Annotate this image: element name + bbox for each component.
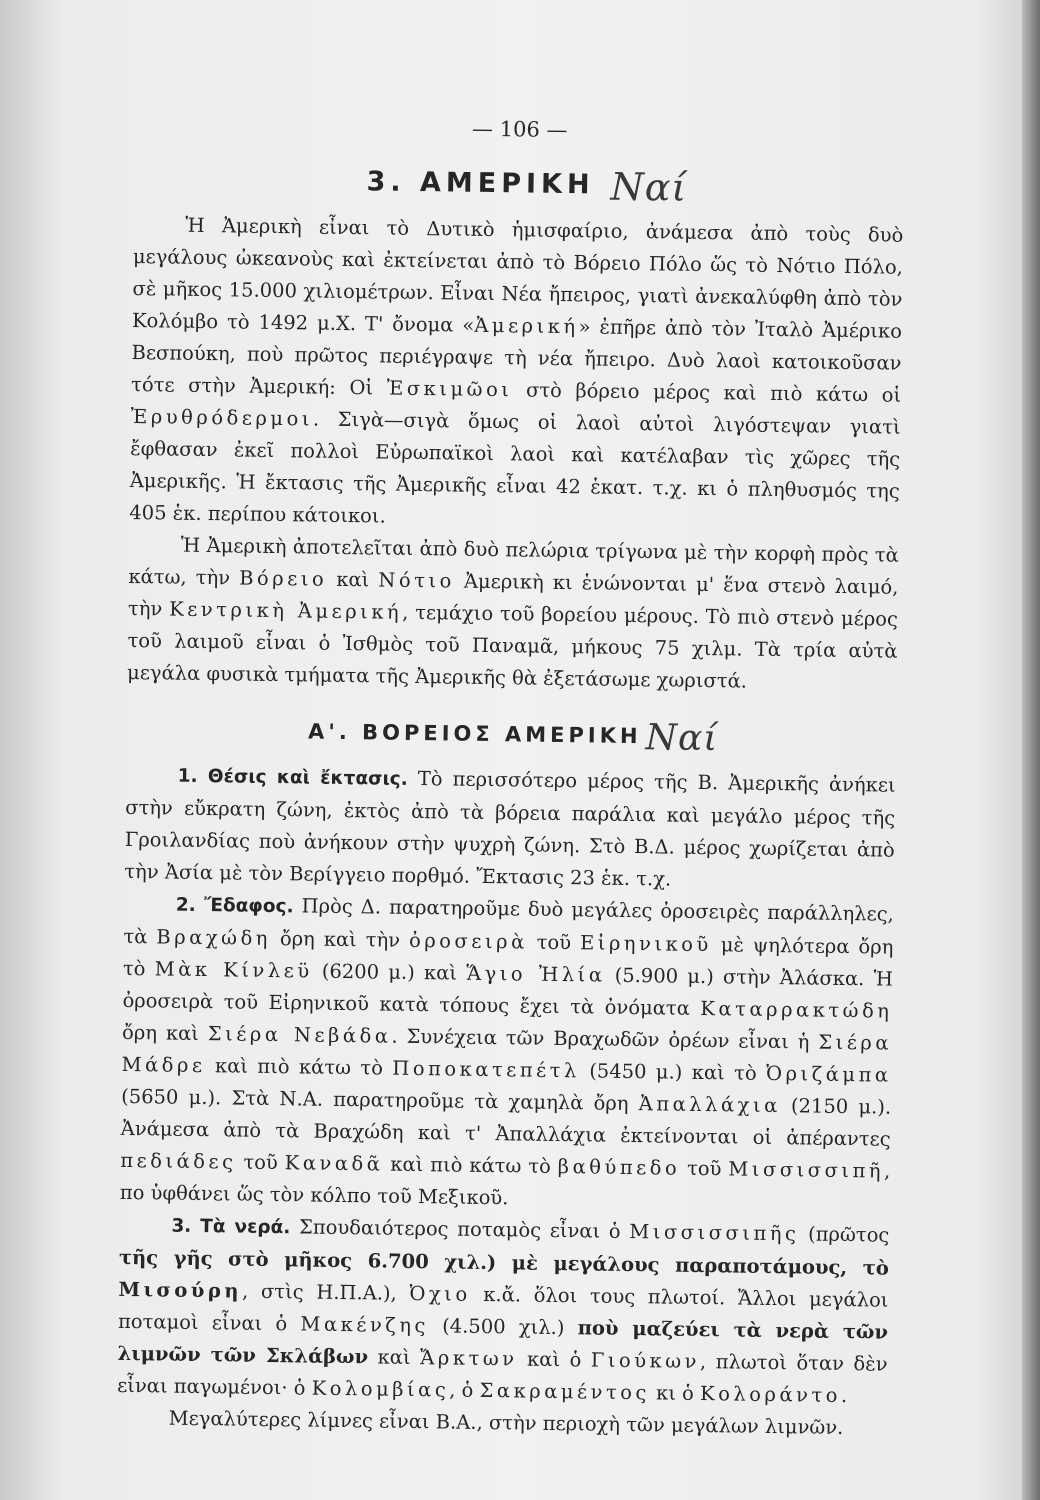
spaced-term: Εἰρηνικοῦ [579, 931, 713, 957]
text-run: (5650 μ.). Στὰ Ν.Α. παρατηροῦμε τὰ χαμηλὰ ὄρη [121, 1084, 639, 1116]
text-run: Ἀμερικὴ κι ἑνώνονται μ' ἕνα στενὸ λαιμό, τὴν [127, 569, 899, 621]
spaced-term: Βραχώδη [156, 925, 272, 950]
spaced-term: Ἐσκιμῶοι [386, 376, 513, 402]
bold-text-run: ποὺ μαζεύει τὰ νερὰ τῶν λιμνῶν τῶν Σκλάβων [117, 1316, 889, 1369]
paragraph-division [127, 529, 899, 700]
text-run: » ἐπῆρε ἀπὸ τὸν Ἰταλὸ Ἀμέρικο Βεσπούκη, ποὺ πρῶτος περιέγραψε τὴ νέα ἤπειρο. Δυὸ λαοὶ κατοικοῦσαν τότε στὴν Ἀμερική: Οἱ [130, 315, 903, 400]
subsection-heading: 2. Ἔδαφος. [175, 894, 294, 918]
spaced-term: Σιέρα Νεβάδα [207, 1022, 392, 1048]
spaced-term: Ἐρυθρόδερμοι [130, 404, 314, 431]
text-run: κι ὁ [649, 1381, 701, 1406]
paragraph-intro [129, 209, 903, 540]
spaced-term: Ἅγιο Ἠλία [466, 961, 606, 987]
text-run: Τὸ περισσότερο μέρος τῆς Β. Ἀμερικῆς ἀνήκει στὴν εὔκρατη ζώνη, ἐκτὸς ἀπὸ τὰ βόρεια παράλια καὶ μεγάλο μέρος τῆς Γροιλανδίας ποὺ ἀνήκουν στὴν ψυχρὴ ζώνη. Στὸ Β.Δ. μέρος χωρίζεται ἀπὸ τὴν Ἀσία μὲ τὸν Βερίγγειο πορθμό. Ἔκτασις 23 ἑκ. τ.χ. [124, 766, 896, 891]
page-spine-shadow [1022, 0, 1040, 1500]
spaced-term: Γιούκων [590, 1348, 701, 1374]
text-run: (5.900 μ.) στὴν Ἀλάσκα. Ἡ ὀροσειρὰ τοῦ Εἰρηνικοῦ κατὰ τόπους ἔχει τὰ ὀνόματα [122, 963, 894, 1020]
spaced-term: ὀροσειρὰ [408, 928, 528, 954]
spaced-term: Ἄρκτων [419, 1346, 518, 1371]
section-title [126, 709, 896, 760]
text-run: (2150 μ.). Ἀνάμεσα ἀπὸ τὰ Βραχώδη καὶ τ' Ἀπαλλάχια ἐκτείνονται οἱ ἀπέραντες [120, 1094, 892, 1151]
spaced-term: Σακραμέντος [479, 1378, 651, 1405]
text-run: καὶ [367, 1345, 421, 1370]
text-run: (6200 μ.) καὶ [312, 959, 467, 985]
text-run: τοῦ [236, 1150, 285, 1175]
spaced-term: Κεντρικὴ Ἀμερική [169, 597, 403, 624]
spaced-term: Βόρειο [239, 566, 328, 591]
text-run: (5450 μ.) καὶ τὸ [579, 1059, 767, 1085]
text-run: καὶ πιὸ κάτω τὸ [205, 1054, 393, 1080]
bold-text-run: τῆς γῆς στὸ μῆκος 6.700 χιλ.) μὲ μεγάλους παραποτάμους, τὸ [118, 1245, 890, 1280]
text-run: τοῦ [527, 930, 581, 955]
text-run: , στὶς Η.Π.Α.), [241, 1279, 410, 1305]
spaced-term: Μισσισσιπῆ [728, 1157, 885, 1183]
text-run: . [840, 1383, 848, 1408]
spaced-term: Καταρρακτώδη [700, 996, 893, 1023]
text-run: καὶ [327, 567, 379, 592]
subsection-heading: 1. Θέσις καὶ ἔκτασις. [177, 765, 408, 790]
spaced-term: Ὀριζάμπα [765, 1061, 892, 1087]
text-run: Ἡ Ἀμερικὴ εἶναι τὸ Δυτικὸ ἡμισφαίριο, ἀνάμεσα ἀπὸ τοὺς δυὸ μεγάλους ὠκεανοὺς καὶ ἐκτείνεται ἀπὸ τὸ Βόρειο Πόλο ὥς τὸ Νότιο Πόλο, σὲ μῆκος 15.000 χιλιομέτρων. Εἶναι Νέα ἤπειρος, γιατὶ ἀνεκαλύφθη ἀπὸ τὸν Κολόμβο τὸ 1492 μ.Χ. Τ' ὄνομα « [131, 213, 904, 337]
text-run: στὸ βόρειο μέρος καὶ πιὸ κάτω οἱ [512, 378, 902, 407]
spaced-term: Κολομβίας [311, 1376, 450, 1402]
section-title-text: Α'. ΒΟΡΕΙΟΣ ΑΜΕΡΙΚΗ [307, 719, 642, 749]
spaced-term: Μακένζης [300, 1312, 430, 1338]
text-run: καὶ ὁ [517, 1347, 591, 1372]
spaced-term: Νότιο [378, 568, 456, 593]
paragraph-lakes: Μεγαλύτερες λίμνες εἶναι Β.Α., στὴν περιοχὴ τῶν μεγάλων λιμνῶν. [168, 1406, 844, 1440]
chapter-title-text: 3. ΑΜΕΡΙΚΗ [366, 166, 595, 201]
spaced-term: Μὰκ Κίνλεϋ [154, 957, 313, 983]
spaced-term: Κολοράντο [699, 1382, 842, 1407]
page-content [116, 108, 904, 1445]
text-run: , τεμάχιο τοῦ βορείου μέρους. Τὸ πιὸ στενὸ μέρος τοῦ λαιμοῦ εἶναι ὁ Ἰσθμὸς τοῦ Παναμᾶ, μήκους 75 χιλμ. Τὰ τρία αὐτὰ μεγάλα φυσικὰ τμήματα τῆς Ἀμερικῆς θὰ ἐξετάσωμε χωριστά. [126, 600, 899, 693]
subsection-heading: 3. Τὰ νερά. [171, 1215, 291, 1239]
text-run: ὄρη καὶ [121, 1020, 209, 1046]
chapter-title [134, 158, 904, 210]
paragraph-position-area [124, 759, 896, 899]
spaced-term: Ὀχιο [409, 1281, 471, 1306]
handwritten-annotation: Ναί [610, 164, 688, 210]
spaced-term: Ἀμερική [474, 313, 579, 339]
paragraph-waters [117, 1209, 890, 1413]
paragraph-terrain [120, 888, 894, 1220]
text-run: (πρῶτος [799, 1222, 890, 1247]
text-run: . Σιγὰ—σιγὰ ὅμως οἱ λαοὶ αὐτοὶ λιγόστεψαν γιατὶ ἔφθασαν ἐκεῖ πολλοὶ Εὐρωπαϊκοὶ λαοὶ καὶ κατέλαβαν τὶς χῶρες τῆς Ἀμερικῆς. Ἡ ἔκτασις τῆς Ἀμερικῆς εἶναι 42 ἑκατ. τ.χ. κι ὁ πληθυσμός της 405 ἑκ. περίπου κάτοικοι. [129, 407, 901, 528]
text-run: , ὁ [449, 1378, 480, 1402]
spaced-term: πεδιάδες [120, 1148, 237, 1174]
spaced-term: βαθύπεδο [557, 1155, 681, 1180]
text-run: Σπουδαιότερος ποταμὸς εἶναι ὁ [290, 1215, 630, 1244]
page-number: — 106 — [471, 116, 568, 143]
text-run: τοῦ [680, 1156, 729, 1181]
text-run: (4.500 χιλ.) [428, 1314, 578, 1340]
text-run: Ἡ Ἀμερικὴ ἀποτελεῖται ἀπὸ δυὸ πελώρια τρίγωνα μὲ τὴν κορφὴ πρὸς τὰ κάτω, τὴν [128, 533, 899, 590]
spaced-term: Ποποκατεπέτλ [392, 1056, 581, 1083]
text-run: κ.ἄ. ὅλοι τους πλωτοί. Ἄλλοι μεγάλοι ποταμοὶ εἶναι ὁ [117, 1282, 889, 1336]
spaced-term: Μισούρη [118, 1277, 243, 1303]
spaced-term: Μισσισσιπῆς [629, 1220, 800, 1246]
spaced-term: Καναδᾶ [284, 1151, 384, 1176]
text-run: καὶ πιὸ κάτω τὸ [383, 1152, 558, 1179]
spaced-term: Ἀπαλλάχια [638, 1092, 781, 1118]
handwritten-annotation: Ναί [645, 717, 719, 760]
text-run: . Συνέχεια τῶν Βραχωδῶν ὀρέων εἶναι ἡ [391, 1024, 819, 1054]
text-run: , πο ὑφθάνει ὥς τὸν κόλπο τοῦ Μεξικοῦ. [119, 1159, 891, 1210]
spaced-term: Σιέρα Μάδρε [121, 1030, 893, 1078]
text-run: , πλωτοὶ ὅταν δὲν εἶναι παγωμένοι· ὁ [117, 1350, 888, 1400]
text-run: Πρὸς Δ. παρατηροῦμε δυὸ μεγάλες ὀροσειρὲς παράλληλες, τὰ [123, 894, 894, 949]
text-run: ὄρη καὶ τὴν [270, 926, 410, 952]
text-run: μὲ ψηλότερα ὄρη τὸ [122, 933, 894, 981]
